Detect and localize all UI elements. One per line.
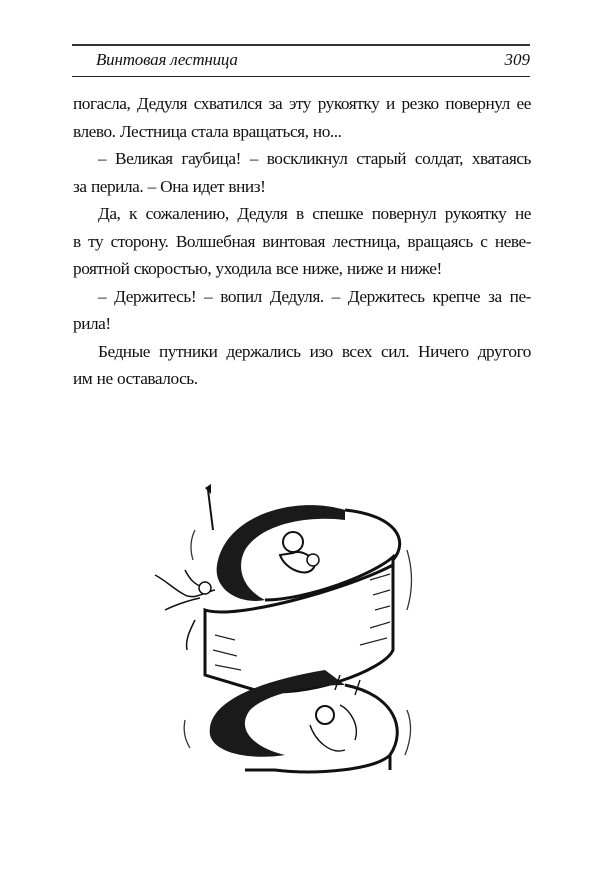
text-line: – Великая гаубица! – воскликнул старый солдат, хватаясь (98, 149, 531, 168)
paragraph (73, 90, 531, 145)
running-title: Винтовая лестница (96, 50, 238, 69)
body-text (73, 90, 531, 393)
text-line: рила! (73, 314, 111, 333)
text-line: Да, к сожалению, Дедуля в спешке повернул рукоятку не (98, 204, 531, 223)
spiral-staircase-illustration (145, 470, 455, 780)
text-line: влево. Лестница стала вращаться, но... (73, 121, 342, 141)
paragraph (73, 200, 531, 283)
text-line: в ту сторону. Волшебная винтовая лестница, вращаясь с неве- (73, 231, 531, 251)
header-rule-top (72, 44, 530, 46)
text-line: – Держитесь! – вопил Дедуля. – Держитесь крепче за пе- (98, 286, 531, 306)
header-rule-bottom (72, 76, 530, 77)
text-line: за перила. – Она идет вниз! (73, 176, 266, 196)
text-line: погасла, Дедуля схватился за эту рукоятку и резко повернул ее (73, 94, 531, 113)
paragraph (73, 338, 531, 393)
text-line: роятной скоростью, уходила все ниже, ниже и ниже! (73, 259, 442, 278)
paragraph (73, 283, 531, 338)
paragraph (73, 145, 531, 200)
text-line: им не оставалось. (73, 369, 198, 388)
page-number: 309 (504, 50, 530, 69)
text-line: Бедные путники держались изо всех сил. Ничего другого (98, 341, 531, 361)
